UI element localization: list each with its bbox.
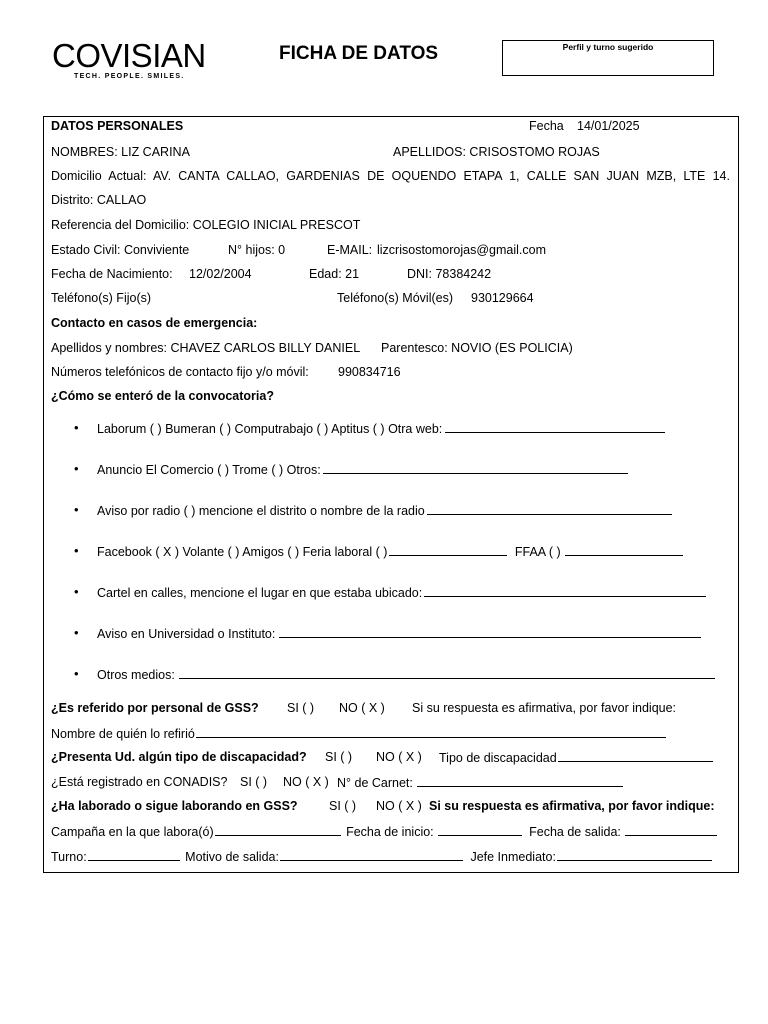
blank-line <box>389 544 507 556</box>
email-value: lizcrisostomorojas@gmail.com <box>377 243 546 257</box>
blank-line <box>215 824 341 836</box>
discapacidad-question: ¿Presenta Ud. algún tipo de discapacidad? <box>51 750 307 764</box>
convocatoria-option <box>97 544 683 559</box>
nacimiento-label: Fecha de Nacimiento: <box>51 267 173 281</box>
convocatoria-question: ¿Cómo se enteró de la convocatoria? <box>51 389 274 403</box>
blank-line <box>557 849 712 861</box>
option-label: Laborum ( ) Bumeran ( ) Computrabajo ( ) Aptitus ( ) Otra web: <box>97 422 443 436</box>
carnet-label: N° de Carnet: <box>337 776 413 790</box>
convocatoria-option <box>97 421 665 436</box>
blank-line <box>438 824 522 836</box>
bullet-icon: • <box>74 666 79 681</box>
conadis-no: NO ( X ) <box>283 775 329 789</box>
blank-line <box>427 503 672 515</box>
convocatoria-option <box>97 462 628 477</box>
dni-field: DNI: 78384242 <box>407 267 492 281</box>
blank-line <box>323 462 628 474</box>
emergencia-nombres: Apellidos y nombres: CHAVEZ CARLOS BILLY DANIEL <box>51 341 361 355</box>
convocatoria-option <box>97 667 715 682</box>
option-label: Anuncio El Comercio ( ) Trome ( ) Otros: <box>97 463 321 477</box>
blank-line <box>279 626 701 638</box>
carnet-row <box>337 775 623 790</box>
blank-line <box>280 849 463 861</box>
hijos-field: N° hijos: 0 <box>228 243 286 257</box>
logo-tagline: TECH. PEOPLE. SMILES. <box>74 73 185 80</box>
option-label: Cartel en calles, mencione el lugar en que estaba ubicado: <box>97 586 423 600</box>
discapacidad-tipo-label: Tipo de discapacidad <box>439 751 557 765</box>
referido-nombre-label: Nombre de quién lo refirió <box>51 727 195 741</box>
company-logo <box>52 38 204 86</box>
bullet-icon: • <box>74 461 79 476</box>
distrito-field: Distrito: CALLAO <box>51 193 147 207</box>
referido-nombre-row <box>51 726 666 741</box>
inicio-label: Fecha de inicio: <box>346 825 434 839</box>
page-title: FICHA DE DATOS <box>279 43 439 64</box>
option-label: Facebook ( X ) Volante ( ) Amigos ( ) Feria laboral ( ) <box>97 545 388 559</box>
discapacidad-si: SI ( ) <box>325 750 353 764</box>
gss-turno-row <box>51 849 712 864</box>
apellidos-field: APELLIDOS: CRISOSTOMO ROJAS <box>393 145 600 159</box>
turno-label: Turno: <box>51 850 87 864</box>
gss-no: NO ( X ) <box>376 799 422 813</box>
gss-si: SI ( ) <box>329 799 357 813</box>
discapacidad-no: NO ( X ) <box>376 750 422 764</box>
emergencia-telefonos-value: 990834716 <box>338 365 401 379</box>
referido-si: SI ( ) <box>287 701 315 715</box>
emergencia-title: Contacto en casos de emergencia: <box>51 316 258 330</box>
blank-line <box>625 824 717 836</box>
bullet-icon: • <box>74 625 79 640</box>
blank-line <box>417 775 623 787</box>
telefono-movil-value: 930129664 <box>471 291 534 305</box>
convocatoria-option <box>97 503 672 518</box>
fecha-label: Fecha <box>529 119 564 133</box>
campana-label: Campaña en la que labora(ó) <box>51 825 214 839</box>
bullet-icon: • <box>74 502 79 517</box>
perfil-turno-label: Perfil y turno sugerido <box>562 42 654 52</box>
fecha-value: 14/01/2025 <box>577 119 640 133</box>
edad-field: Edad: 21 <box>309 267 360 281</box>
bullet-icon: • <box>74 420 79 435</box>
jefe-label: Jefe Inmediato: <box>470 850 556 864</box>
gss-campana-row <box>51 824 717 839</box>
conadis-label: ¿Está registrado en CONADIS? <box>51 775 228 789</box>
bullet-icon: • <box>74 543 79 558</box>
option-label: Aviso por radio ( ) mencione el distrito o nombre de la radio <box>97 504 425 518</box>
referido-note: Si su respuesta es afirmativa, por favor indique: <box>412 701 677 715</box>
telefono-movil-label: Teléfono(s) Móvil(es) <box>337 291 454 305</box>
conadis-si: SI ( ) <box>240 775 268 789</box>
section-datos-personales: DATOS PERSONALES <box>51 119 184 133</box>
blank-line <box>558 750 713 762</box>
option-label: Otros medios: <box>97 668 175 682</box>
email-label: E-MAIL: <box>327 243 373 257</box>
emergencia-telefonos-label: Números telefónicos de contacto fijo y/o móvil: <box>51 365 309 379</box>
bullet-icon: • <box>74 584 79 599</box>
blank-line <box>565 544 683 556</box>
estado-civil-field: Estado Civil: Conviviente <box>51 243 190 257</box>
convocatoria-option <box>97 626 701 641</box>
referencia-field: Referencia del Domicilio: COLEGIO INICIAL PRESCOT <box>51 218 361 232</box>
discapacidad-tipo-row <box>439 750 713 765</box>
referido-no: NO ( X ) <box>339 701 385 715</box>
gss-question: ¿Ha laborado o sigue laborando en GSS? <box>51 799 298 813</box>
blank-line <box>88 849 180 861</box>
blank-line <box>424 585 706 597</box>
nombres-field: NOMBRES: LIZ CARINA <box>51 145 190 159</box>
domicilio-field: Domicilio Actual: AV. CANTA CALLAO, GARDENIAS DE OQUENDO ETAPA 1, CALLE SAN JUAN MZB, LTE 14. <box>51 169 730 183</box>
salida-label: Fecha de salida: <box>529 825 621 839</box>
perfil-turno-box <box>502 40 714 76</box>
referido-question: ¿Es referido por personal de GSS? <box>51 701 259 715</box>
convocatoria-option <box>97 585 706 600</box>
logo-text: COVISIAN <box>52 37 206 74</box>
emergencia-parentesco: Parentesco: NOVIO (ES POLICIA) <box>381 341 573 355</box>
ffaa-label: FFAA ( ) <box>514 545 561 559</box>
option-label: Aviso en Universidad o Instituto: <box>97 627 276 641</box>
blank-line <box>445 421 665 433</box>
motivo-label: Motivo de salida: <box>185 850 279 864</box>
blank-line <box>179 667 715 679</box>
telefono-fijo-label: Teléfono(s) Fijo(s) <box>51 291 152 305</box>
gss-note: Si su respuesta es afirmativa, por favor indique: <box>429 799 715 813</box>
blank-line <box>196 726 666 738</box>
nacimiento-value: 12/02/2004 <box>189 267 252 281</box>
